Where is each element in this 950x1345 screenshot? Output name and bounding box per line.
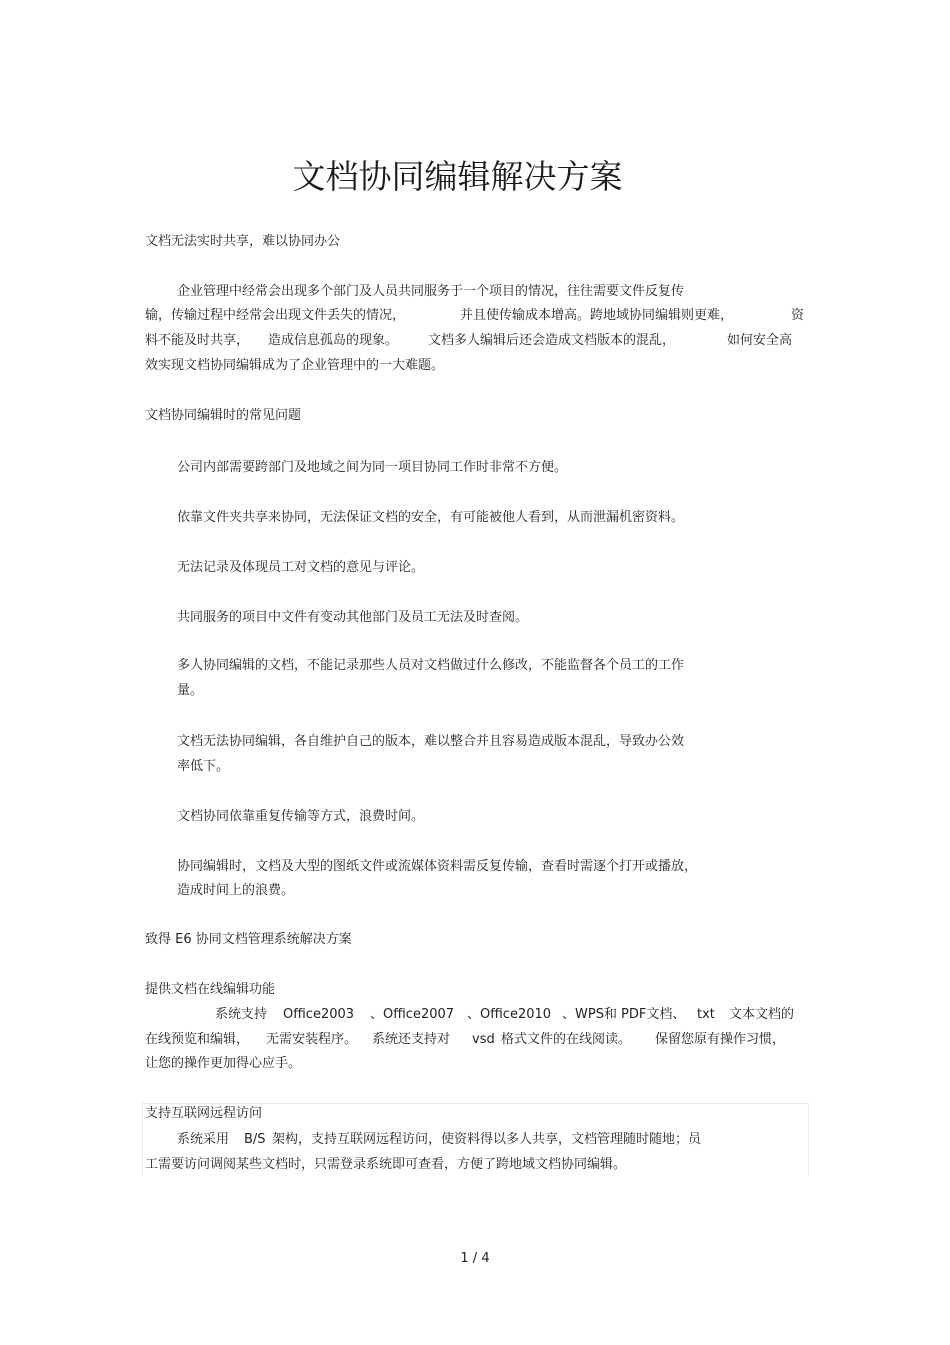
paragraph-fragment: 无需安装程序。 — [266, 1032, 358, 1047]
paragraph-fragment: 系统还支持对 — [372, 1032, 451, 1047]
section-heading-problems: 文档协同编辑时的常见问题 — [145, 408, 302, 423]
paragraph-fragment: 、Office2010 — [467, 1007, 552, 1022]
paragraph-fragment: B/S — [244, 1132, 266, 1147]
subheading-online-editing: 提供文档在线编辑功能 — [145, 982, 276, 997]
list-item: 共同服务的项目中文件有变动其他部门及员工无法及时查阅。 — [177, 610, 529, 625]
paragraph-line: 企业管理中经常会出现多个部门及人员共同服务于一个项目的情况，往往需要文件反复传 — [177, 284, 685, 299]
page-title: 文档协同编辑解决方案 — [292, 157, 623, 196]
list-item-continuation: 率低下。 — [177, 759, 230, 774]
paragraph-fragment: 文本文档的 — [729, 1007, 795, 1022]
list-item-continuation: 量。 — [177, 683, 204, 698]
list-item: 文档协同依靠重复传输等方式，浪费时间。 — [177, 809, 425, 824]
page-number: 1 / 4 — [460, 1251, 490, 1266]
section-heading-solution: 致得 E6 协同文档管理系统解决方案 — [145, 932, 352, 947]
paragraph-fragment: 保留您原有操作习惯， — [655, 1032, 786, 1047]
list-item: 公司内部需要跨部门及地域之间为同一项目协同工作时非常不方便。 — [177, 460, 568, 475]
paragraph-line: 造成信息孤岛的现象。 — [268, 333, 399, 348]
paragraph-fragment: 系统支持 — [215, 1007, 268, 1022]
subheading-remote-access: 支持互联网远程访问 — [145, 1106, 263, 1121]
paragraph-line: 资 — [791, 308, 805, 323]
paragraph-line: 料不能及时共享， — [145, 333, 250, 348]
paragraph-line: 效实现文档协同编辑成为了企业管理中的一大难题。 — [145, 358, 445, 373]
paragraph-fragment: vsd — [472, 1032, 495, 1047]
paragraph-line: 工需要访问调阅某些文档时，只需登录系统即可查看，方便了跨地域文档协同编辑。 — [145, 1157, 627, 1172]
paragraph-line: 并且使传输成本增高。跨地域协同编辑则更难， — [460, 308, 734, 323]
paragraph-fragment: 在线预览和编辑， — [145, 1032, 250, 1047]
paragraph-fragment: PDF文档、 — [621, 1007, 686, 1022]
paragraph-fragment: 、WPS和 — [562, 1007, 617, 1022]
list-item: 文档无法协同编辑，各自维护自己的版本，难以整合并且容易造成版本混乱，导致办公效 — [177, 734, 685, 749]
list-item: 多人协同编辑的文档，不能记录那些人员对文档做过什么修改，不能监督各个员工的工作 — [177, 658, 685, 673]
paragraph-line: 输，传输过程中经常会出现文件丢失的情况， — [145, 308, 406, 323]
paragraph-line: 如何安全高 — [727, 333, 793, 348]
paragraph-fragment: 系统采用 — [177, 1132, 230, 1147]
paragraph-line: 让您的操作更加得心应手。 — [145, 1056, 302, 1071]
paragraph-fragment: 、Office2007 — [370, 1007, 455, 1022]
paragraph-fragment: 格式文件的在线阅读。 — [501, 1032, 632, 1047]
list-item: 无法记录及体现员工对文档的意见与评论。 — [177, 560, 425, 575]
paragraph-fragment: txt — [697, 1007, 715, 1022]
paragraph-fragment: 架构，支持互联网远程访问，使资料得以多人共享，文档管理随时随地；员 — [272, 1132, 702, 1147]
list-item: 协同编辑时，文档及大型的图纸文件或流媒体资料需反复传输，查看时需逐个打开或播放， — [177, 859, 698, 874]
list-item-continuation: 造成时间上的浪费。 — [177, 883, 295, 898]
list-item: 依靠文件夹共享来协同，无法保证文档的安全，有可能被他人看到，从而泄漏机密资料。 — [177, 510, 685, 525]
paragraph-line: 文档多人编辑后还会造成文档版本的混乱， — [428, 333, 676, 348]
section-heading-sharing: 文档无法实时共享，难以协同办公 — [145, 234, 341, 249]
paragraph-fragment: Office2003 — [283, 1007, 355, 1022]
